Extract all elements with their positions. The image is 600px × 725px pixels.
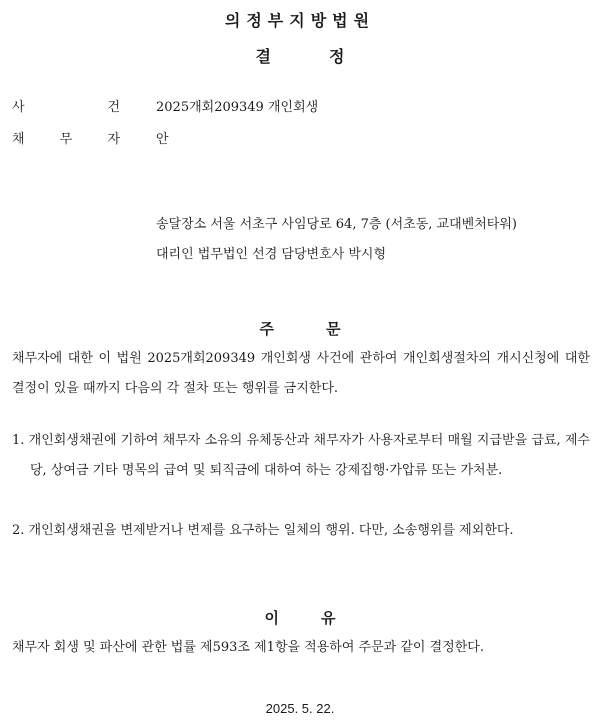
case-number: 2025개회209349 개인회생 [156,100,319,115]
service-address: 송달장소 서울 서초구 사임당로 64, 7층 (서초동, 교대벤처타워) [156,217,517,232]
case-label [12,96,120,115]
decision-date: 2025. 5. 22. [265,701,335,716]
case-label-char: 사 [12,100,25,115]
document-type-title: 결정 [255,47,403,66]
debtor-label-char: 채 [12,132,25,147]
debtor-label [12,128,120,147]
court-name: 의정부지방법원 [224,11,376,30]
case-label-char: 건 [107,100,120,115]
main-order-heading: 주문 [259,320,393,338]
debtor-label-char: 무 [59,132,73,147]
reason-text: 채무자 회생 및 파산에 관한 법률 제593조 제1항을 적용하여 주문과 같이 결정한다. [12,640,484,655]
debtor-label-char: 자 [107,132,120,147]
main-order-intro: 채무자에 대한 이 법원 2025개회209349 개인회생 사건에 관하여 개인회생절차의 개시신청에 대한 결정이 있을 때까지 다음의 각 절차 또는 행위를 금지한다. [12,351,590,396]
reason-heading: 이유 [264,609,378,627]
debtor-name: 안 [156,132,169,147]
order-item-2: 2. 개인회생채권을 변제받거나 변제를 요구하는 일체의 행위. 다만, 소송행위를 제외한다. [12,523,514,538]
order-item-1: 1. 개인회생채권에 기하여 채무자 소유의 유체동산과 채무자가 사용자로부터 매월 지급받을 급료, 제수당, 상여금 기타 명목의 급여 및 퇴직금에 대하여 하는 강제집행·가압류 또는 가처분. [12,433,590,478]
legal-representative: 대리인 법무법인 선경 담당변호사 박시형 [156,247,387,262]
